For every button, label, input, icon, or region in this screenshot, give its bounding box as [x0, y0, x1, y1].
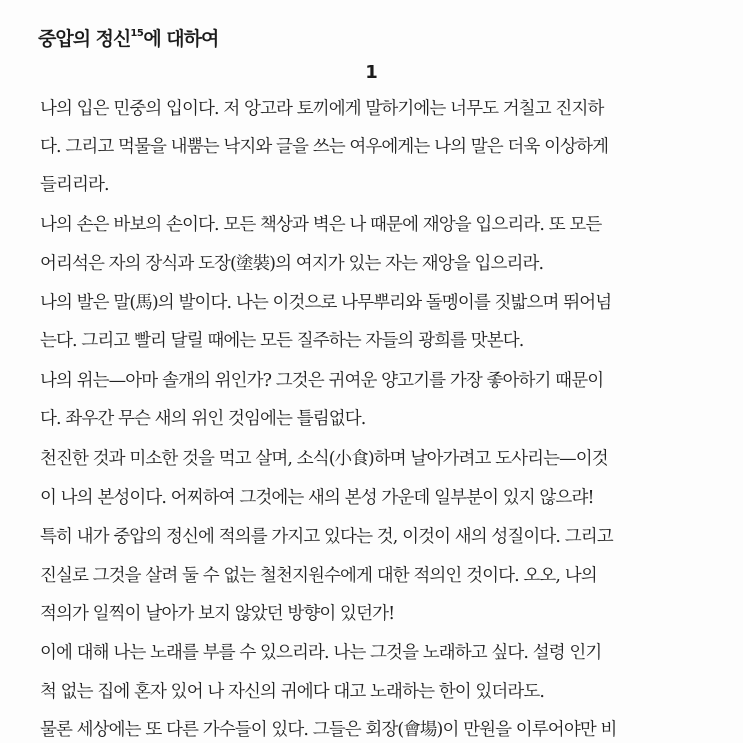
text-line: 다. 좌우간 무슨 새의 위인 것임에는 틀림없다.	[40, 409, 366, 429]
text-line: 진실로 그것을 살려 둘 수 없는 철천지원수에게 대한 적의인 것이다. 오오, 나의	[40, 566, 597, 586]
text-line: 나의 위는—아마 솔개의 위인가? 그것은 귀여운 양고기를 가장 좋아하기 때문이	[40, 371, 604, 391]
text-line: 들리리라.	[40, 175, 109, 195]
text-line: 다. 그리고 먹물을 내뿜는 낙지와 글을 쓰는 여우에게는 나의 말은 더욱 이상하게	[40, 137, 609, 157]
footnote-ref: 15	[130, 28, 144, 39]
chapter-title-suffix: 에 대하여	[143, 28, 219, 50]
text-line: 는다. 그리고 빨리 달릴 때에는 모든 질주하는 자들의 광희를 맛본다.	[40, 331, 524, 351]
text-line: 이에 대해 나는 노래를 부를 수 있으리라. 나는 그것을 노래하고 싶다. 설령 인기	[40, 643, 602, 663]
text-line: 나의 입은 민중의 입이다. 저 앙고라 토끼에게 말하기에는 너무도 거칠고 진지하	[40, 99, 604, 119]
text-line: 물론 세상에는 또 다른 가수들이 있다. 그들은 회장(會場)이 만원을 이루어야만 비	[40, 720, 617, 740]
text-line: 특히 내가 중압의 정신에 적의를 가지고 있다는 것, 이것이 새의 성질이다. 그리고	[40, 527, 613, 547]
text-line: 나의 손은 바보의 손이다. 모든 책상과 벽은 나 때문에 재앙을 입으리라. 또 모든	[40, 215, 602, 235]
text-line: 적의가 일찍이 날아가 보지 않았던 방향이 있던가!	[40, 604, 395, 624]
text-line: 나의 발은 말(馬)의 발이다. 나는 이것으로 나무뿌리와 돌멩이를 짓밟으며 뛰어넘	[40, 293, 612, 313]
text-line: 어리석은 자의 장식과 도장(塗裝)의 여지가 있는 자는 재앙을 입으리라.	[40, 254, 544, 274]
chapter-title	[38, 24, 218, 51]
text-line: 척 없는 집에 혼자 있어 나 자신의 귀에다 대고 노래하는 한이 있더라도.	[40, 682, 545, 702]
text-line: 이 나의 본성이다. 어찌하여 그것에는 새의 본성 가운데 일부분이 있지 않으랴!	[40, 488, 594, 508]
chapter-title-main: 중압의 정신	[38, 28, 131, 50]
text-line: 천진한 것과 미소한 것을 먹고 살며, 소식(小食)하며 날아가려고 도사리는—이것	[40, 449, 608, 469]
section-number: 1	[365, 62, 378, 83]
